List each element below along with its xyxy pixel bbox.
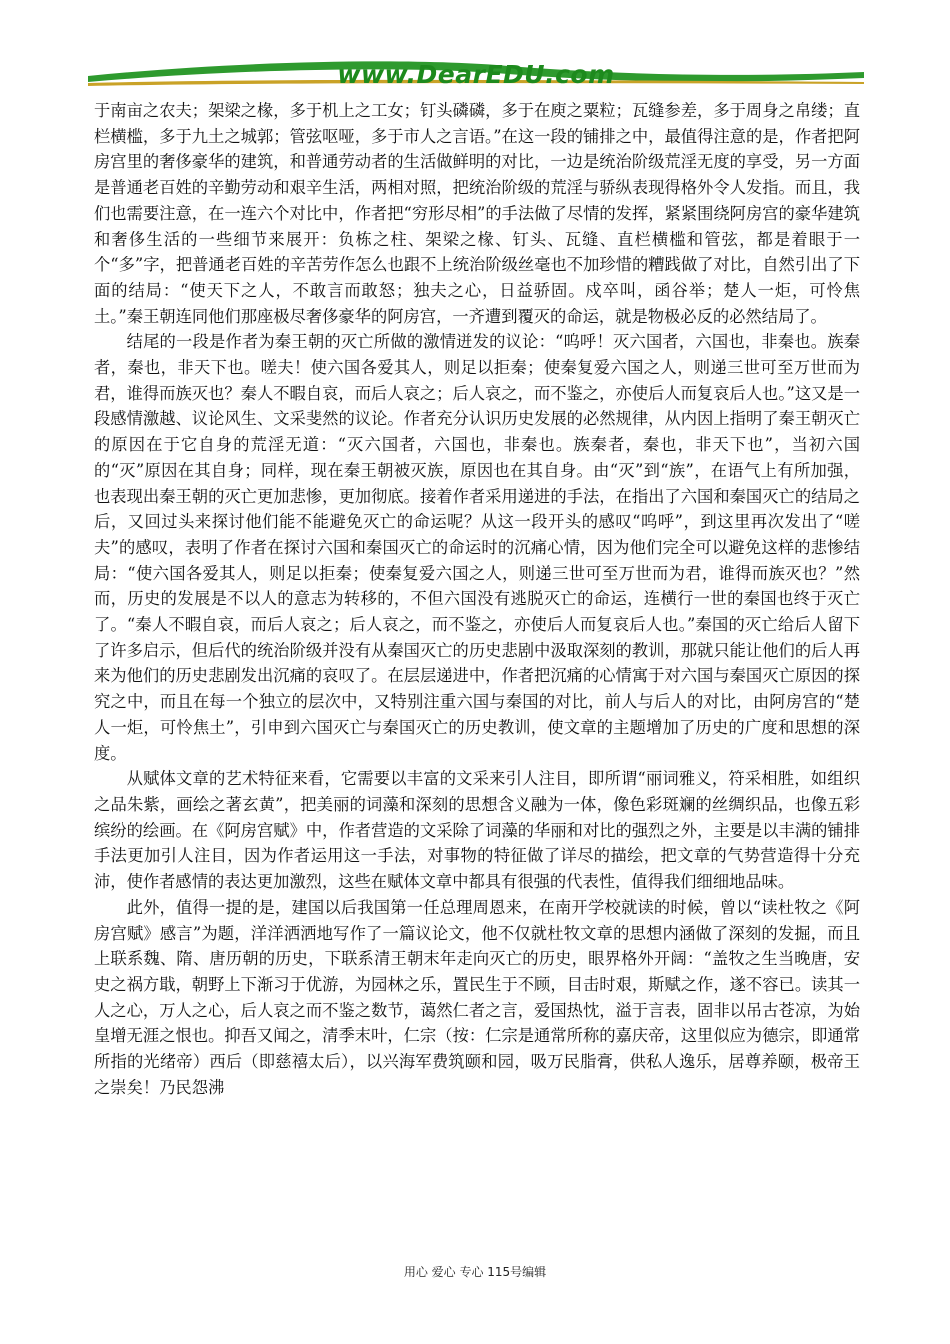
site-logo-text: www.DearEDU.com — [337, 60, 615, 89]
paragraph-2: 结尾的一段是作者为秦王朝的灭亡所做的激情迸发的议论：“呜呼！灭六国者，六国也，非秦也。族秦者，秦也，非天下也。嗟夫！使六国各爱其人，则足以拒秦；使秦复爱六国之人，则递三世可至万世而为君，谁得而族灭也？秦人不暇自哀，而后人哀之；后人哀之，而不鉴之，亦使后人而复哀后人也。”这又是一段感情激越、议论风生、文采斐然的议论。作者充分认识历史发展的必然规律，从内因上指明了秦王朝灭亡的原因在于它自身的荒淫无道：“灭六国者，六国也，非秦也。族秦者，秦也，非天下也”，当初六国的“灭”原因在其自身；同样，现在秦王朝被灭族，原因也在其自身。由“灭”到“族”，在语气上有所加强，也表现出秦王朝的灭亡更加悲惨，更加彻底。接着作者采用递进的手法，在指出了六国和秦国灭亡的结局之后，又回过头来探讨他们能不能避免灭亡的命运呢？从这一段开头的感叹“呜呼”，到这里再次发出了“嗟夫”的感叹，表明了作者在探讨六国和秦国灭亡的命运时的沉痛心情，因为他们完全可以避免这样的悲惨结局：“使六国各爱其人，则足以拒秦；使秦复爱六国之人，则递三世可至万世而为君，谁得而族灭也？”然而，历史的发展是不以人的意志为转移的，不但六国没有逃脱灭亡的命运，连横行一世的秦国也终于灭亡了。“秦人不暇自哀，而后人哀之；后人哀之，而不鉴之，亦使后人而复哀后人也。”秦国的灭亡给后人留下了许多启示，但后代的统治阶级并没有从秦国灭亡的历史悲剧中汲取深刻的教训，那就只能让他们的后人再来为他们的历史悲剧发出沉痛的哀叹了。在层层递进中，作者把沉痛的心情寓于对六国与秦国灭亡原因的探究之中，而且在每一个独立的层次中，又特别注重六国与秦国的对比，前人与后人的对比，由阿房宫的“楚人一炬，可怜焦土”，引申到六国灭亡与秦国灭亡的历史教训，使文章的主题增加了历史的广度和思想的深度。 — [94, 332, 860, 763]
paragraph-4: 此外，值得一提的是，建国以后我国第一任总理周恩来，在南开学校就读的时候，曾以“读杜牧之《阿房宫赋》感言”为题，洋洋洒洒地写作了一篇议论文，他不仅就杜牧文章的思想内涵做了深刻的发掘，而且上联系魏、隋、唐历朝的历史，下联系清王朝末年走向灭亡的历史，眼界格外开阔：“盖牧之生当晚唐，安史之祸方戢，朝野上下渐习于优游，为园林之乐，置民生于不顾，目击时艰，斯赋之作，遂不容已。读其一人之心，万人之心，后人哀之而不鉴之数节，蔼然仁者之言，爱国热忱，溢于言表，固非以吊古苍凉，为始皇增无涯之恨也。抑吾又闻之，清季末叶，仁宗（按：仁宗是通常所称的嘉庆帝，这里似应为德宗，即通常所指的光绪帝）西后（即慈禧太后），以兴海军费筑颐和园，吸万民脂膏，供私人逸乐，居尊养颐，极帝王之崇矣！乃民怨沸 — [94, 897, 860, 1097]
document-body — [94, 98, 860, 1100]
site-header — [88, 52, 864, 94]
paragraph-3: 从赋体文章的艺术特征来看，它需要以丰富的文采来引人注目，即所谓“丽词雅义，符采相胜，如组织之品朱紫，画绘之著玄黄”，把美丽的词藻和深刻的思想含义融为一体，像色彩斑斓的丝绸织品，也像五彩缤纷的绘画。在《阿房宫赋》中，作者营造的文采除了词藻的华丽和对比的强烈之外，主要是以丰满的铺排手法更加引人注目，因为作者运用这一手法，对事物的特征做了详尽的描绘，把文章的气势营造得十分充沛，使作者感情的表达更加激烈，这些在赋体文章中都具有很强的代表性，值得我们细细地品味。 — [94, 769, 860, 892]
paragraph-1: 于南亩之农夫；架梁之椽，多于机上之工女；钉头磷磷，多于在庾之粟粒；瓦缝参差，多于周身之帛缕；直栏横槛，多于九土之城郭；管弦呕哑，多于市人之言语。”在这一段的铺排之中，最值得注意的是，作者把阿房宫里的奢侈豪华的建筑，和普通劳动者的生活做鲜明的对比，一边是统治阶级荒淫无度的享受，另一方面是普通老百姓的辛勤劳动和艰辛生活，两相对照，把统治阶级的荒淫与骄纵表现得格外令人发指。而且，我们也需要注意，在一连六个对比中，作者把“穷形尽相”的手法做了尽情的发挥，紧紧围绕阿房宫的豪华建筑和奢侈生活的一些细节来展开：负栋之柱、架梁之椽、钉头、瓦缝、直栏横槛和管弦，都是着眼于一个“多”字，把普通老百姓的辛苦劳作怎么也跟不上统治阶级丝毫也不加珍惜的糟践做了对比，自然引出了下面的结局：“使天下之人，不敢言而敢怒；独夫之心，日益骄固。戍卒叫，函谷举；楚人一炬，可怜焦土。”秦王朝连同他们那座极尽奢侈豪华的阿房宫，一齐遭到覆灭的命运，就是物极必反的必然结局了。 — [94, 101, 860, 326]
page-footer: 用心 爱心 专心 115号编辑 — [403, 1265, 547, 1279]
